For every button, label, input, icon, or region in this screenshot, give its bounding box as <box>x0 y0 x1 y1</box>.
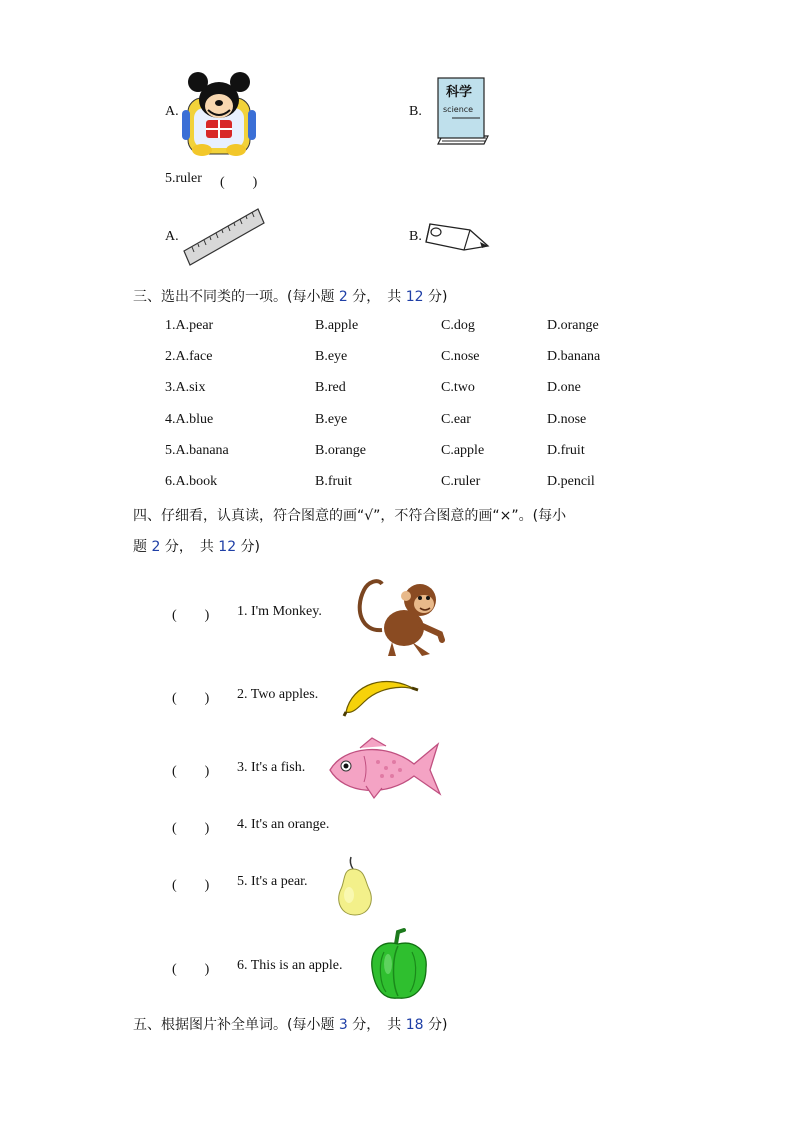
answer-paren[interactable]: ( ) <box>172 608 210 623</box>
statement-text: 4. It's an orange. <box>237 817 330 832</box>
answer-paren[interactable]: ( ) <box>172 764 210 779</box>
answer-paren[interactable]: ( ) <box>172 878 210 893</box>
list-item <box>0 380 794 400</box>
option-b[interactable]: B.eye <box>315 349 348 364</box>
q5-answer-paren[interactable]: ( ) <box>220 175 258 190</box>
statement-text: 1. I'm Monkey. <box>237 604 322 619</box>
list-item <box>0 412 794 432</box>
option-d[interactable]: D.fruit <box>547 443 585 458</box>
option-b[interactable]: B.eye <box>315 412 348 427</box>
option-c[interactable]: C.nose <box>441 349 480 364</box>
book-title-cn: 科学 <box>446 85 473 100</box>
option-d[interactable]: D.one <box>547 380 581 395</box>
list-item <box>0 318 794 338</box>
monkey-image <box>352 570 452 660</box>
backpack-image <box>180 70 260 158</box>
section5-heading: 五、根据图片补全单词。(每小题 3 分， 共 18 分) <box>133 1017 448 1033</box>
statement-text: 2. Two apples. <box>237 687 319 702</box>
option-c[interactable]: C.ear <box>441 412 471 427</box>
book-title-en: science <box>443 105 474 114</box>
option-a-label-bag: A. <box>165 104 179 119</box>
option-d[interactable]: D.banana <box>547 349 601 364</box>
answer-paren[interactable]: ( ) <box>172 821 210 836</box>
ruler-image <box>182 207 266 267</box>
option-b[interactable]: B.apple <box>315 318 359 333</box>
answer-paren[interactable]: ( ) <box>172 691 210 706</box>
option-c[interactable]: C.two <box>441 380 475 395</box>
option-d[interactable]: D.orange <box>547 318 599 333</box>
option-b[interactable]: B.orange <box>315 443 366 458</box>
option-b-label-pencil: B. <box>409 229 422 244</box>
banana-image <box>342 672 420 718</box>
statement-text: 5. It's a pear. <box>237 874 308 889</box>
option-b[interactable]: B.fruit <box>315 474 352 489</box>
section4-heading-line1: 四、仔细看，认真读，符合图意的画“√”，不符合图意的画“×”。(每小 <box>133 508 567 524</box>
statement-text: 6. This is an apple. <box>237 958 343 973</box>
section4-heading-line2: 题 2 分， 共 12 分) <box>133 539 261 555</box>
list-item <box>0 474 794 494</box>
option-a[interactable]: 3.A.six <box>165 380 206 395</box>
option-a-label-ruler: A. <box>165 229 179 244</box>
fish-image <box>326 736 444 802</box>
green-pepper-image <box>368 928 430 1002</box>
option-a[interactable]: 5.A.banana <box>165 443 229 458</box>
pear-image <box>333 855 377 917</box>
answer-paren[interactable]: ( ) <box>172 962 210 977</box>
option-c[interactable]: C.dog <box>441 318 475 333</box>
option-c[interactable]: C.ruler <box>441 474 481 489</box>
option-b-label-book: B. <box>409 104 422 119</box>
q5-label: 5.ruler <box>165 171 202 186</box>
option-c[interactable]: C.apple <box>441 443 485 458</box>
list-item <box>0 443 794 463</box>
option-d[interactable]: D.pencil <box>547 474 595 489</box>
pencil-image <box>424 216 492 256</box>
option-a[interactable]: 2.A.face <box>165 349 213 364</box>
science-book-image <box>432 74 492 148</box>
option-a[interactable]: 4.A.blue <box>165 412 214 427</box>
option-a[interactable]: 1.A.pear <box>165 318 214 333</box>
option-d[interactable]: D.nose <box>547 412 587 427</box>
option-b[interactable]: B.red <box>315 380 346 395</box>
list-item <box>0 349 794 369</box>
option-a[interactable]: 6.A.book <box>165 474 218 489</box>
section3-heading: 三、选出不同类的一项。(每小题 2 分， 共 12 分) <box>133 289 448 305</box>
statement-text: 3. It's a fish. <box>237 760 306 775</box>
